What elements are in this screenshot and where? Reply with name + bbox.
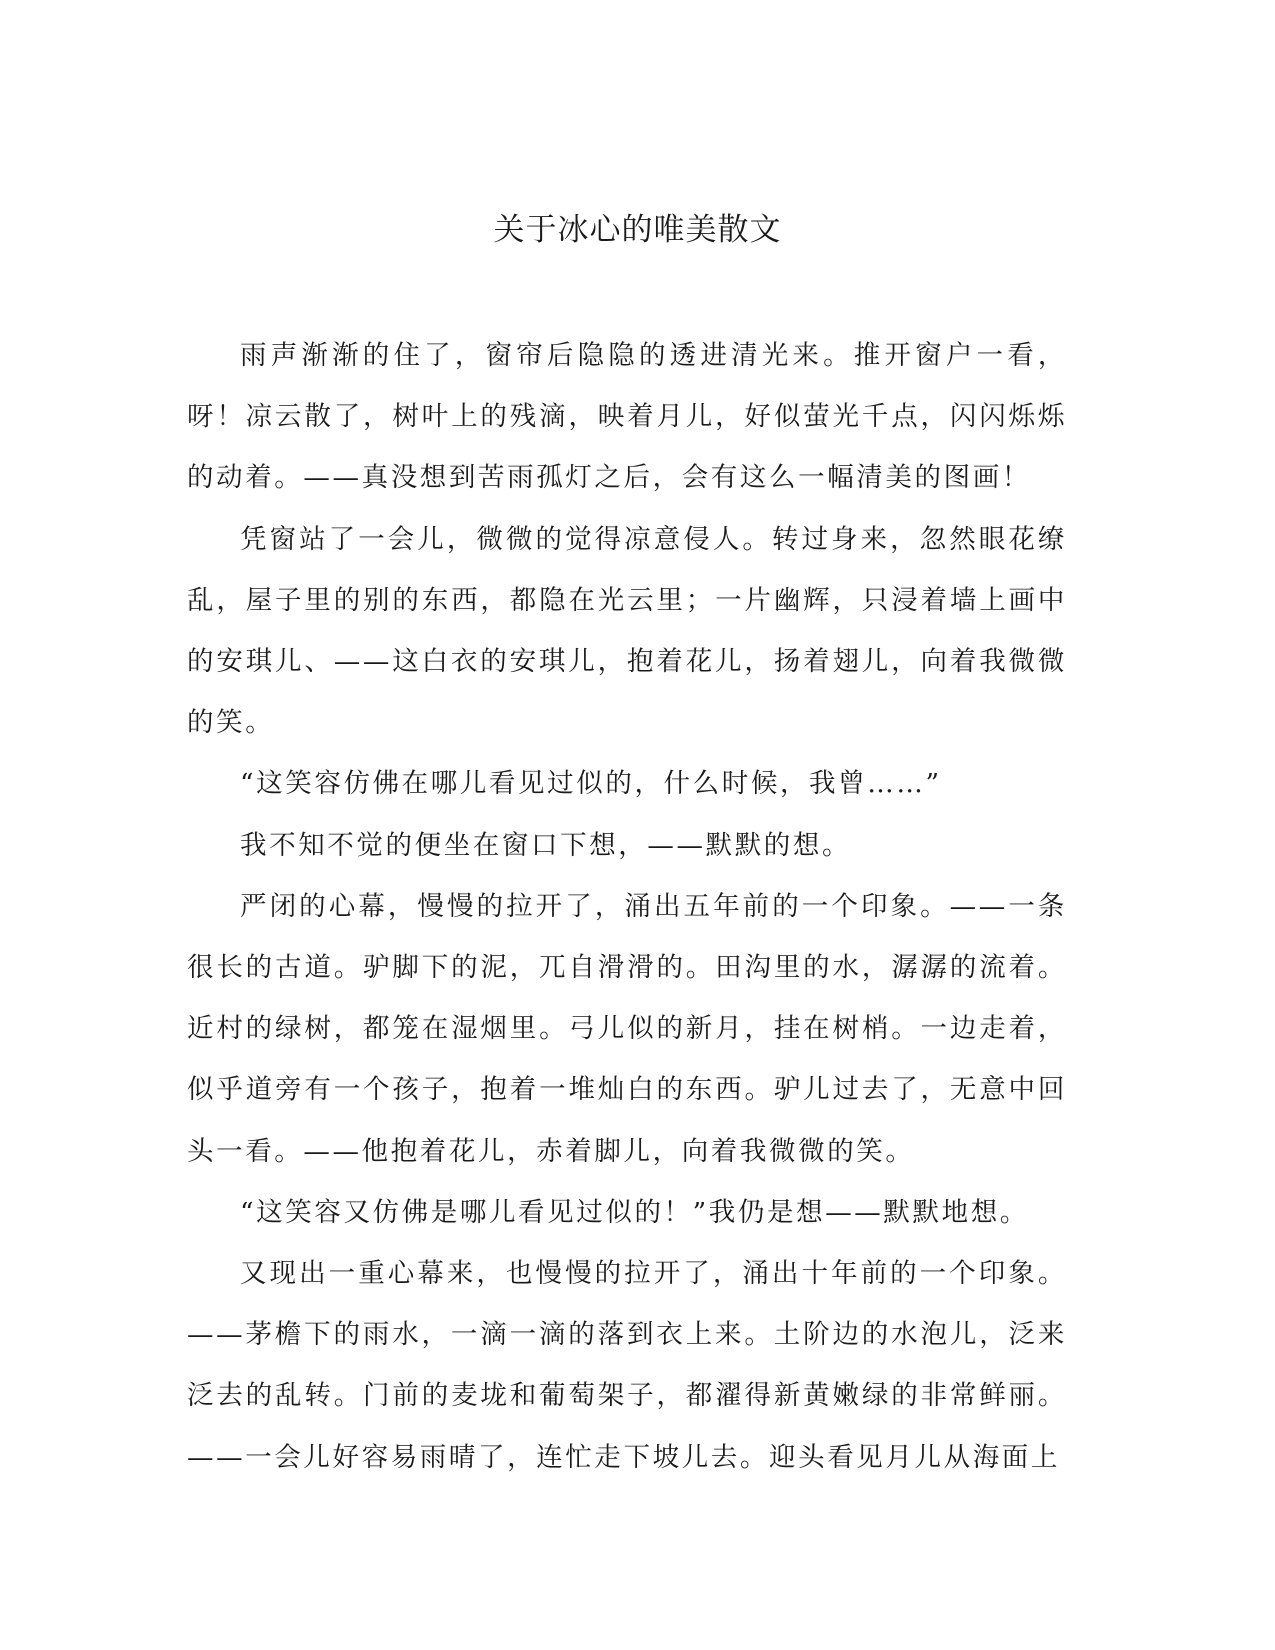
paragraph: 凭窗站了一会儿，微微的觉得凉意侵人。转过身来，忽然眼花缭乱，屋子里的别的东西，都隐在光云里；一片幽辉，只浸着墙上画中的安琪儿、——这白衣的安琪儿，抱着花儿，扬着翅儿，向着我微微的笑。 — [187, 523, 1067, 739]
paragraph: “这笑容又仿佛是哪儿看见过似的！”我仍是想——默默地想。 — [240, 1196, 1029, 1228]
paragraph: “这笑容仿佛在哪儿看见过似的，什么时候，我曾……” — [240, 768, 942, 800]
document-title: 关于冰心的唯美散文 — [493, 212, 782, 248]
paragraph: 又现出一重心幕来，也慢慢的拉开了，涌出十年前的一个印象。——茅檐下的雨水，一滴一滴的落到衣上来。土阶边的水泡儿，泛来泛去的乱转。门前的麦垅和葡萄架子，都濯得新黄嫩绿的非常鲜丽。——一会儿好容易雨晴了，连忙走下坡儿去。迎头看见月儿从海面上 — [187, 1258, 1067, 1473]
document-body — [187, 325, 1067, 1488]
paragraph: 雨声渐渐的住了，窗帘后隐隐的透进清光来。推开窗户一看，呀！凉云散了，树叶上的残滴，映着月儿，好似萤光千点，闪闪烁烁的动着。——真没想到苦雨孤灯之后，会有这么一幅清美的图画！ — [187, 340, 1067, 494]
paragraph: 我不知不觉的便坐在窗口下想，——默默的想。 — [240, 829, 852, 861]
paragraph: 严闭的心幕，慢慢的拉开了，涌出五年前的一个印象。——一条很长的古道。驴脚下的泥，兀自滑滑的。田沟里的水，潺潺的流着。近村的绿树，都笼在湿烟里。弓儿似的新月，挂在树梢。一边走着，似乎道旁有一个孩子，抱着一堆灿白的东西。驴儿过去了，无意中回头一看。——他抱着花儿，赤着脚儿，向着我微微的笑。 — [187, 890, 1067, 1167]
